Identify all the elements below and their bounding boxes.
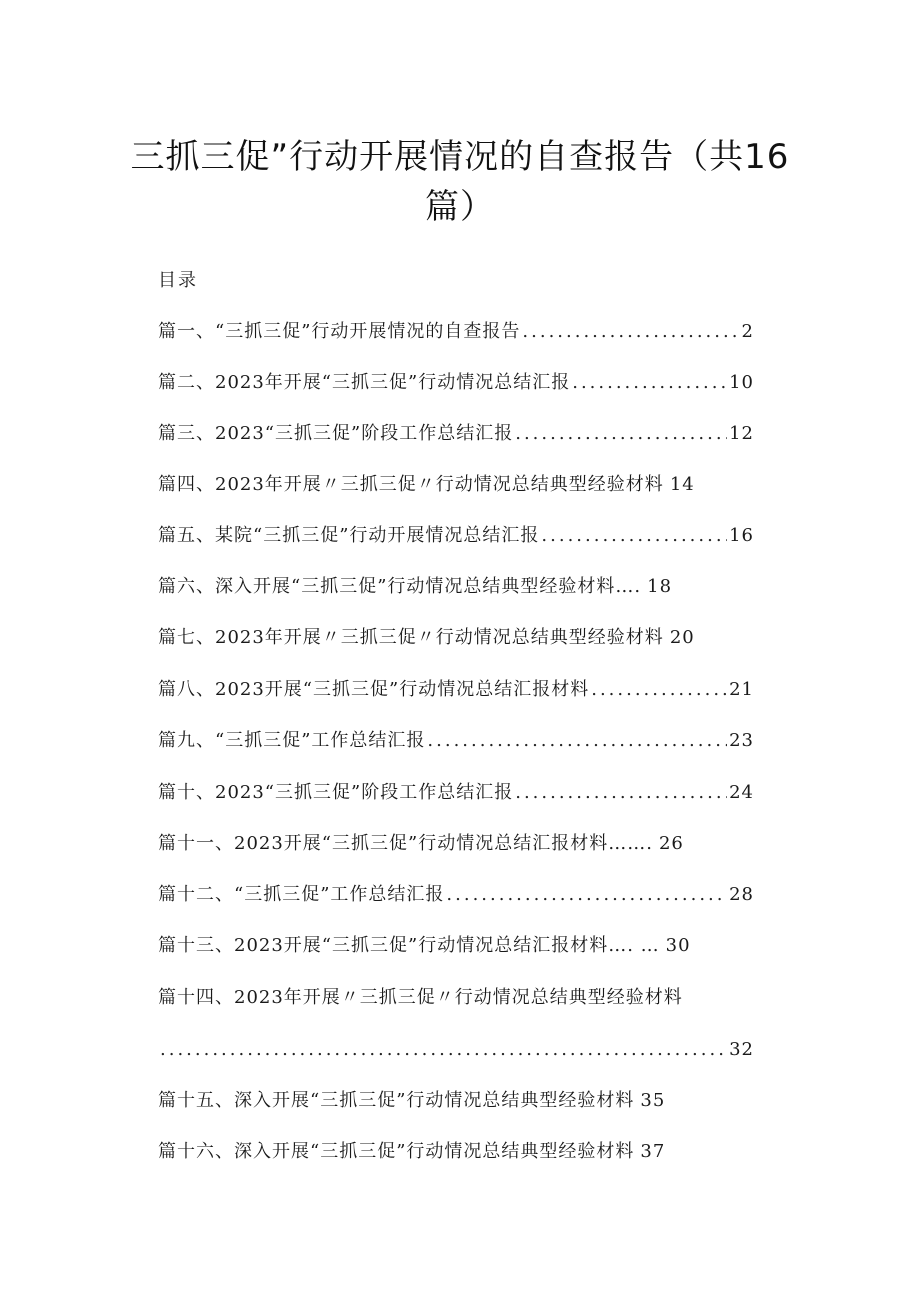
toc-entry-title: 篇十三、2023开展“三抓三促”行动情况总结汇报材料…. …	[158, 935, 660, 956]
document-title: 三抓三促”行动开展情况的自查报告（共16篇）	[130, 137, 790, 227]
toc-page-number: 28	[729, 884, 754, 905]
toc-entry[interactable]	[158, 574, 754, 600]
toc-entry[interactable]	[158, 1037, 754, 1063]
toc-entry-title: 篇四、2023年开展〃三抓三促〃行动情况总结典型经验材料	[158, 474, 664, 495]
toc-entry-title: 篇十六、深入开展“三抓三促”行动情况总结典型经验材料	[158, 1141, 635, 1162]
toc-entry[interactable]	[158, 882, 754, 908]
toc-entry[interactable]	[158, 370, 754, 396]
toc-entry-title: 篇十五、深入开展“三抓三促”行动情况总结典型经验材料	[158, 1090, 635, 1111]
toc-entry[interactable]	[158, 421, 754, 447]
toc-entry[interactable]	[158, 1139, 754, 1165]
toc-entry[interactable]	[158, 1088, 754, 1114]
toc-entry-title: 篇二、2023年开展“三抓三促”行动情况总结汇报	[158, 372, 571, 393]
toc-page-number: 37	[640, 1141, 666, 1162]
toc-entry[interactable]	[158, 319, 754, 345]
toc-dot-leader	[160, 1037, 727, 1063]
toc-dot-leader	[427, 728, 727, 754]
toc-heading: 目录	[158, 270, 198, 291]
toc-dot-leader	[591, 677, 727, 703]
toc-page-number: 20	[669, 627, 695, 648]
toc-entry-title: 篇九、“三抓三促”工作总结汇报	[158, 730, 426, 751]
toc-page-number: 32	[729, 1039, 754, 1060]
toc-page-number: 14	[669, 474, 695, 495]
toc-entry-title: 篇三、2023“三抓三促”阶段工作总结汇报	[158, 423, 514, 444]
toc-entry[interactable]	[158, 677, 754, 703]
toc-page-number: 16	[729, 525, 754, 546]
toc-entry-title: 篇八、2023开展“三抓三促”行动情况总结汇报材料	[158, 679, 590, 700]
toc-entry[interactable]	[158, 472, 754, 498]
toc-page-number: 12	[729, 423, 754, 444]
toc-page-number: 18	[647, 576, 673, 597]
toc-page-number: 24	[729, 782, 754, 803]
toc-page-number: 10	[729, 372, 754, 393]
toc-entry-title: 篇七、2023年开展〃三抓三促〃行动情况总结典型经验材料	[158, 627, 664, 648]
toc-dot-leader	[515, 780, 727, 806]
toc-entry[interactable]	[158, 831, 754, 857]
toc-page-number: 35	[640, 1090, 666, 1111]
toc-page-number: 26	[658, 833, 684, 854]
toc-dot-leader	[446, 882, 727, 908]
toc-entry-title: 篇五、某院“三抓三促”行动开展情况总结汇报	[158, 525, 540, 546]
toc-entry-title: 篇十二、“三抓三促”工作总结汇报	[158, 884, 445, 905]
toc-entry[interactable]	[158, 625, 754, 651]
toc-page-number: 21	[729, 679, 754, 700]
toc-dot-leader	[572, 370, 727, 396]
toc-entry-title: 篇十、2023“三抓三促”阶段工作总结汇报	[158, 782, 514, 803]
toc-page-number: 30	[665, 935, 691, 956]
toc-dot-leader	[541, 523, 727, 549]
toc-page-number: 23	[729, 730, 754, 751]
toc-entry-title: 篇十四、2023年开展〃三抓三促〃行动情况总结典型经验材料	[158, 987, 683, 1008]
toc-page-number: 2	[741, 321, 754, 342]
toc-dot-leader	[515, 421, 727, 447]
toc-entry-title: 篇一、“三抓三促”行动开展情况的自查报告	[158, 321, 521, 342]
toc-entry-title: 篇六、深入开展“三抓三促”行动情况总结典型经验材料….	[158, 576, 642, 597]
toc-entry[interactable]	[158, 985, 754, 1011]
toc-entry[interactable]	[158, 933, 754, 959]
toc-dot-leader	[522, 319, 739, 345]
toc-entry[interactable]	[158, 523, 754, 549]
toc-entry[interactable]	[158, 780, 754, 806]
toc-entry[interactable]	[158, 728, 754, 754]
toc-entry-title: 篇十一、2023开展“三抓三促”行动情况总结汇报材料…….	[158, 833, 653, 854]
